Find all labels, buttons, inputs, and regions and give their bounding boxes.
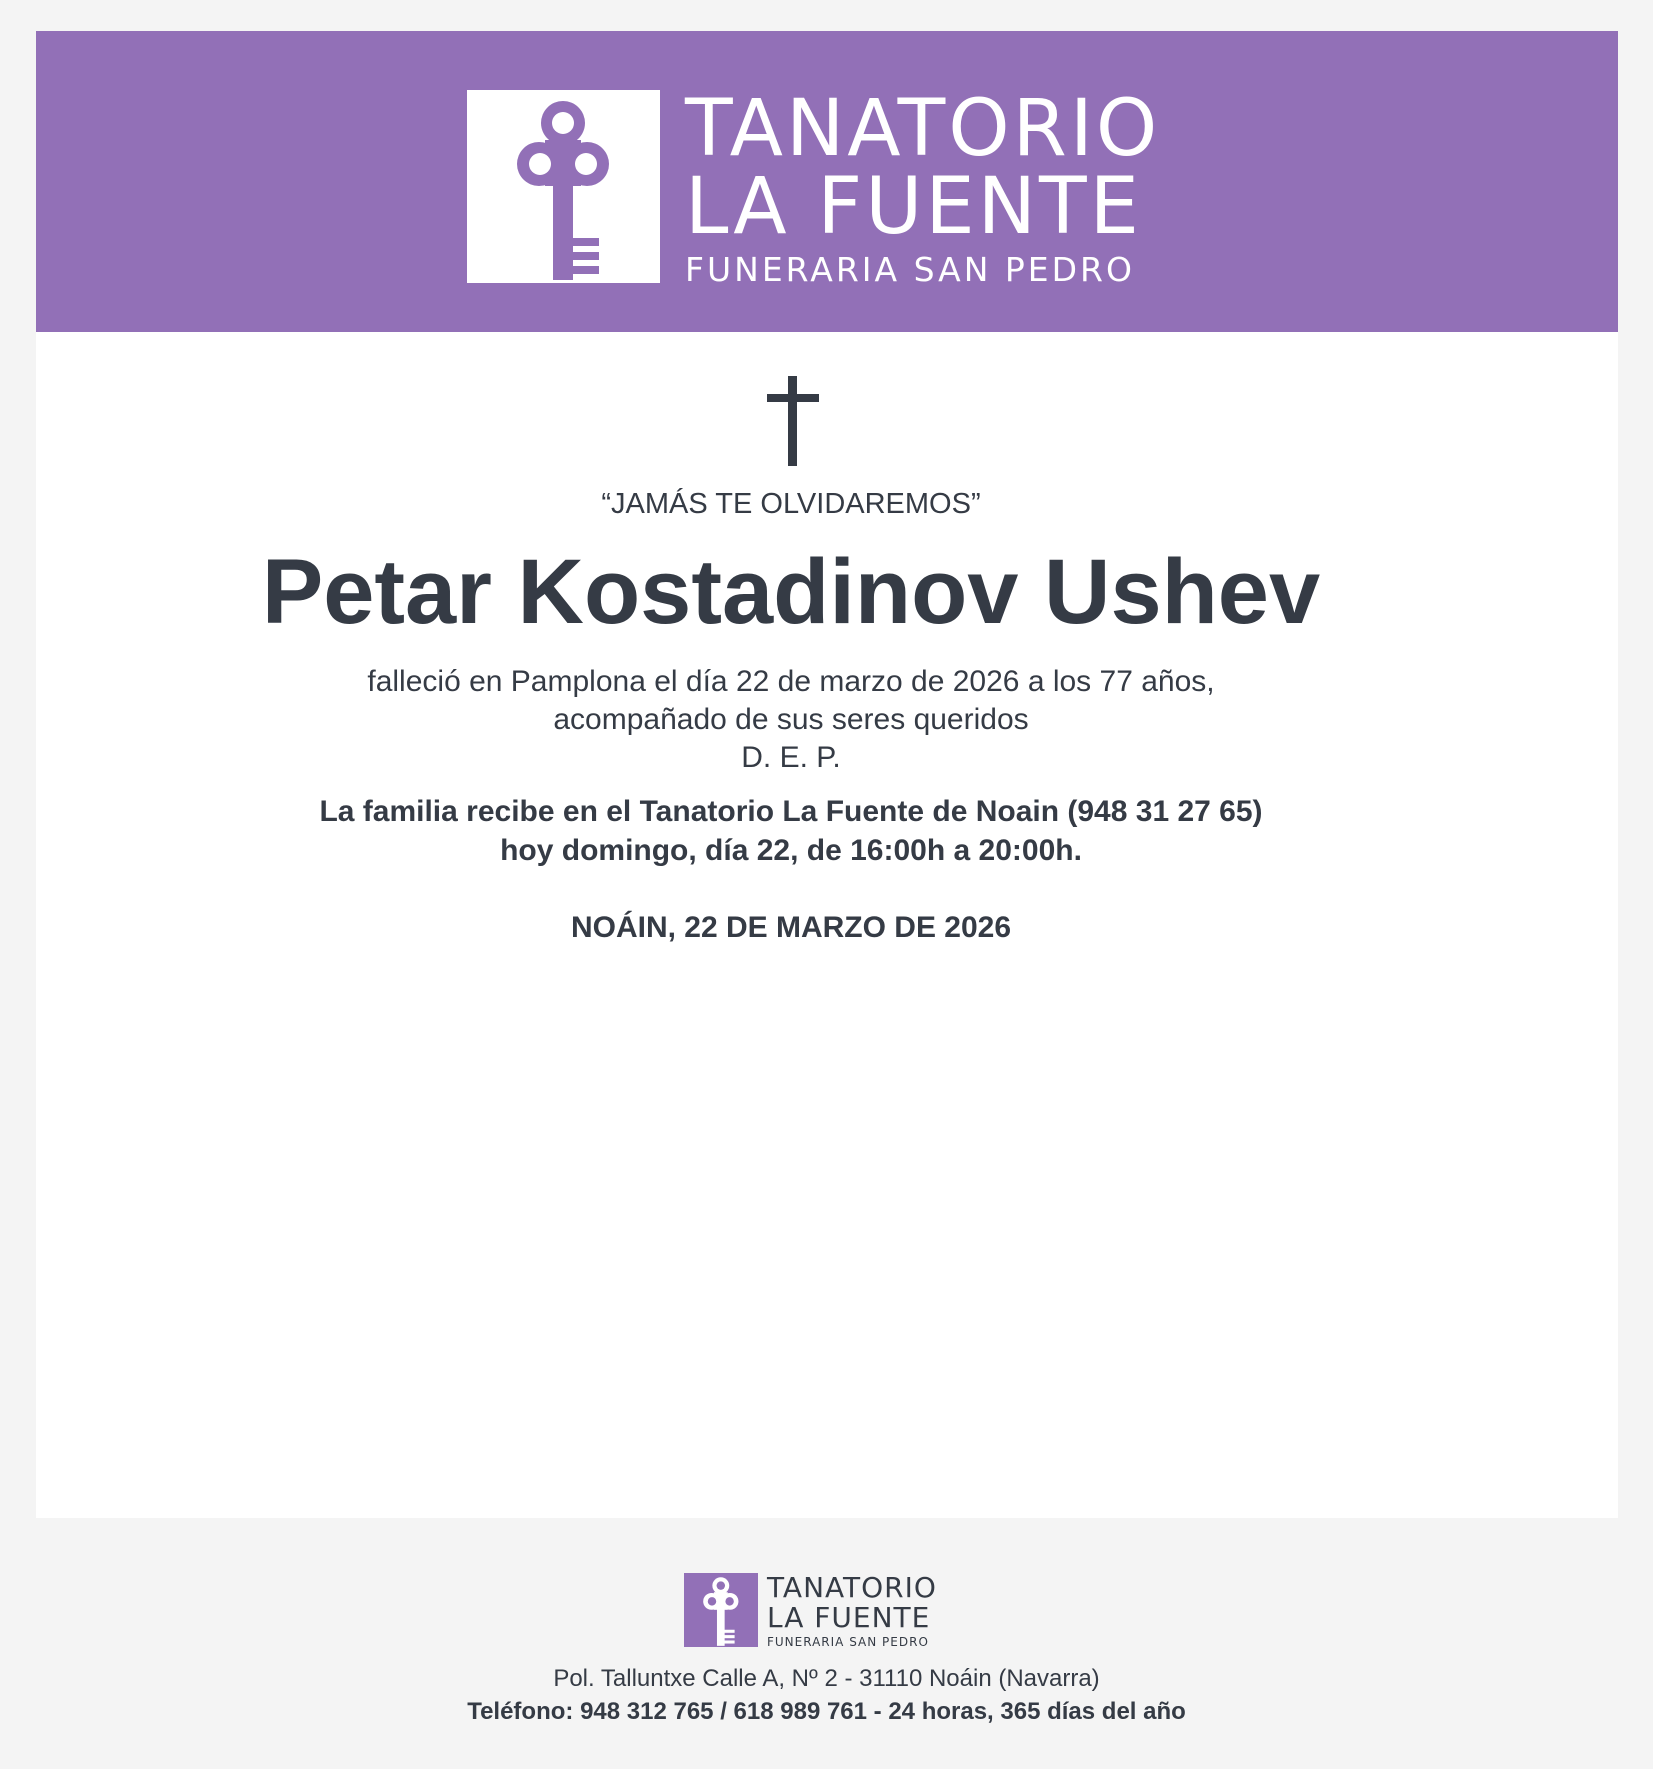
header-band bbox=[36, 31, 1618, 332]
footer-address: Pol. Talluntxe Calle A, Nº 2 - 31110 Noáin (Navarra) bbox=[553, 1665, 1100, 1692]
footer-brand-line-2: LA FUENTE bbox=[767, 1601, 931, 1634]
place-date: NOÁIN, 22 DE MARZO DE 2026 bbox=[570, 911, 1012, 944]
brand-line-3: FUNERARIA SAN PEDRO bbox=[685, 250, 1135, 289]
reception-line-1: La familia recibe en el Tanatorio La Fuente de Noain (948 31 27 65) bbox=[319, 795, 1263, 828]
logo-text bbox=[685, 84, 1161, 289]
epitaph: “JAMÁS TE OLVIDAREMOS” bbox=[601, 488, 981, 520]
footer-brand-line-1: TANATORIO bbox=[767, 1571, 937, 1604]
death-line-1: falleció en Pamplona el día 22 de marzo de 2026 a los 77 años, bbox=[367, 665, 1215, 698]
key-icon bbox=[467, 90, 660, 283]
death-details bbox=[0, 663, 1582, 777]
reception-details bbox=[0, 792, 1582, 870]
brand-line-1: TANATORIO bbox=[685, 84, 1161, 174]
brand-line-2: LA FUENTE bbox=[685, 162, 1142, 252]
brand-logo bbox=[467, 84, 1227, 289]
footer-logo-text bbox=[767, 1573, 937, 1649]
death-line-3: D. E. P. bbox=[741, 741, 841, 774]
footer-brand-logo bbox=[684, 1573, 984, 1649]
footer-phone: Teléfono: 948 312 765 / 618 989 761 - 24 horas, 365 días del año bbox=[467, 1698, 1186, 1725]
footer-brand-line-3: FUNERARIA SAN PEDRO bbox=[767, 1635, 929, 1649]
reception-line-2: hoy domingo, día 22, de 16:00h a 20:00h. bbox=[500, 834, 1082, 867]
deceased-name: Petar Kostadinov Ushev bbox=[261, 541, 1321, 643]
death-line-2: acompañado de sus seres queridos bbox=[553, 703, 1029, 736]
latin-cross-icon bbox=[767, 376, 819, 466]
logo-box bbox=[467, 90, 660, 283]
footer-logo-box bbox=[684, 1573, 758, 1647]
footer-key-icon bbox=[684, 1573, 758, 1647]
